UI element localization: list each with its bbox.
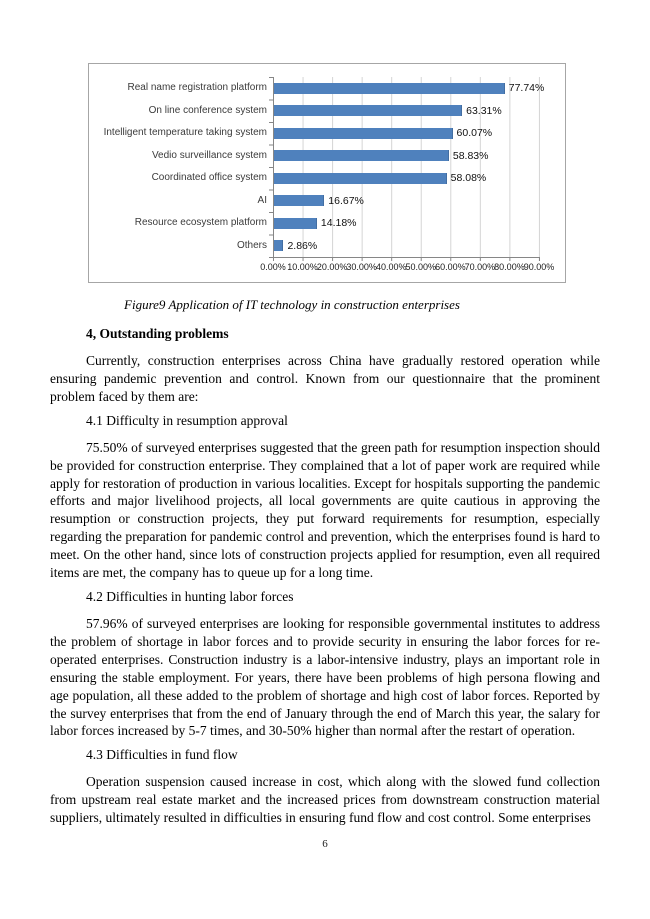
category-label: Others	[236, 239, 267, 251]
x-tick-label: 40.00%	[375, 262, 407, 272]
bar	[274, 83, 505, 94]
figure-caption: Figure9 Application of IT technology in construction enterprises	[124, 297, 460, 312]
value-label: 14.18%	[320, 217, 357, 229]
category-label: Vedio surveillance system	[151, 149, 267, 161]
x-axis-labels	[260, 262, 555, 276]
bar	[274, 218, 317, 229]
category-label: Intelligent temperature taking system	[103, 127, 267, 138]
section-heading: 4, Outstanding problems	[86, 326, 229, 341]
subsection-body-4-3: Operation suspension caused increase in cost, which along with the slowed fund collection from upstream real estate market and the increased prices from downstream construction material suppliers, ultimately resulted in difficulties in ensuring fund flow and cost control. Some enterprises	[50, 774, 600, 826]
value-label: 58.83%	[452, 149, 489, 162]
x-tick-label: 70.00%	[464, 262, 496, 272]
chart-plot-area	[273, 77, 545, 258]
category-label: Coordinated office system	[151, 172, 267, 183]
subsection-heading-4-3: 4.3 Difficulties in fund flow	[86, 747, 238, 763]
x-tick-label: 90.00%	[523, 262, 555, 272]
x-tick-label: 60.00%	[435, 262, 466, 272]
category-label: Real name registration platform	[127, 82, 267, 93]
bar	[274, 150, 449, 161]
page-number: 6	[322, 838, 328, 850]
x-tick-label: 30.00%	[346, 262, 377, 272]
value-label: 16.67%	[328, 194, 364, 207]
bar	[274, 173, 447, 184]
category-label: On line conference system	[148, 104, 267, 116]
x-tick-label: 10.00%	[287, 262, 318, 272]
figure9-bar-chart	[88, 63, 566, 283]
x-tick-label: 80.00%	[494, 262, 525, 272]
subsection-body-4-1: 75.50% of surveyed enterprises suggested that the green path for resumption inspection should be provided for construction enterprise. They complained that a lot of paper work are required while apply for restoration of production in various localities. Except for hospitals supporting the pandemic efforts and major livelihood projects, all local governments are quite cautious in approving the resumption or construction projects, they put forward requirements for resumption, especially regarding the preparation for pandemic control and prevention, which the enterprises found is hard to meet. On the other hand, since lots of construction projects applied for resumption, even all required items are met, the company has to queue up for a long time.	[50, 439, 600, 581]
x-tick-label: 50.00%	[405, 262, 437, 272]
value-label: 63.31%	[466, 104, 502, 117]
value-label: 58.08%	[450, 172, 487, 184]
x-tick-label: 0.00%	[260, 262, 286, 272]
value-label: 2.86%	[287, 239, 318, 252]
value-label: 77.74%	[508, 82, 545, 94]
subsection-body-4-2: 57.96% of surveyed enterprises are looking for responsible governmental institutes to address the problem of shortage in labor forces and to provide security in ensuring the labor forces for re-operated enterprises. Construction industry is a labor-intensive industry, plays an important role in ensuring the stable employment. For years, there have been problems of high persona flowing and age population, all these added to the problem of shortage and high cost of labor forces. Reported by the survey enterprises that from the end of January through the end of March this year, the salary for labor forces increased by 5-7 times, and 30-50% higher than normal after the restart of operation.	[50, 615, 600, 739]
section-intro: Currently, construction enterprises across China have gradually restored operation while ensuring pandemic prevention and control. Known from our questionnaire that the prominent problem faced by them are:	[50, 353, 600, 404]
category-label: Resource ecosystem platform	[134, 217, 267, 228]
x-axis-ticks	[273, 257, 540, 261]
bar	[274, 128, 453, 139]
subsection-heading-4-1: 4.1 Difficulty in resumption approval	[86, 412, 288, 428]
category-label: AI	[257, 194, 267, 206]
subsection-heading-4-2: 4.2 Difficulties in hunting labor forces	[86, 588, 294, 604]
value-label: 60.07%	[456, 127, 493, 139]
bar	[274, 105, 462, 116]
text-content	[50, 283, 600, 827]
x-tick-label: 20.00%	[316, 262, 348, 272]
bar	[274, 240, 283, 251]
bar	[274, 195, 324, 206]
